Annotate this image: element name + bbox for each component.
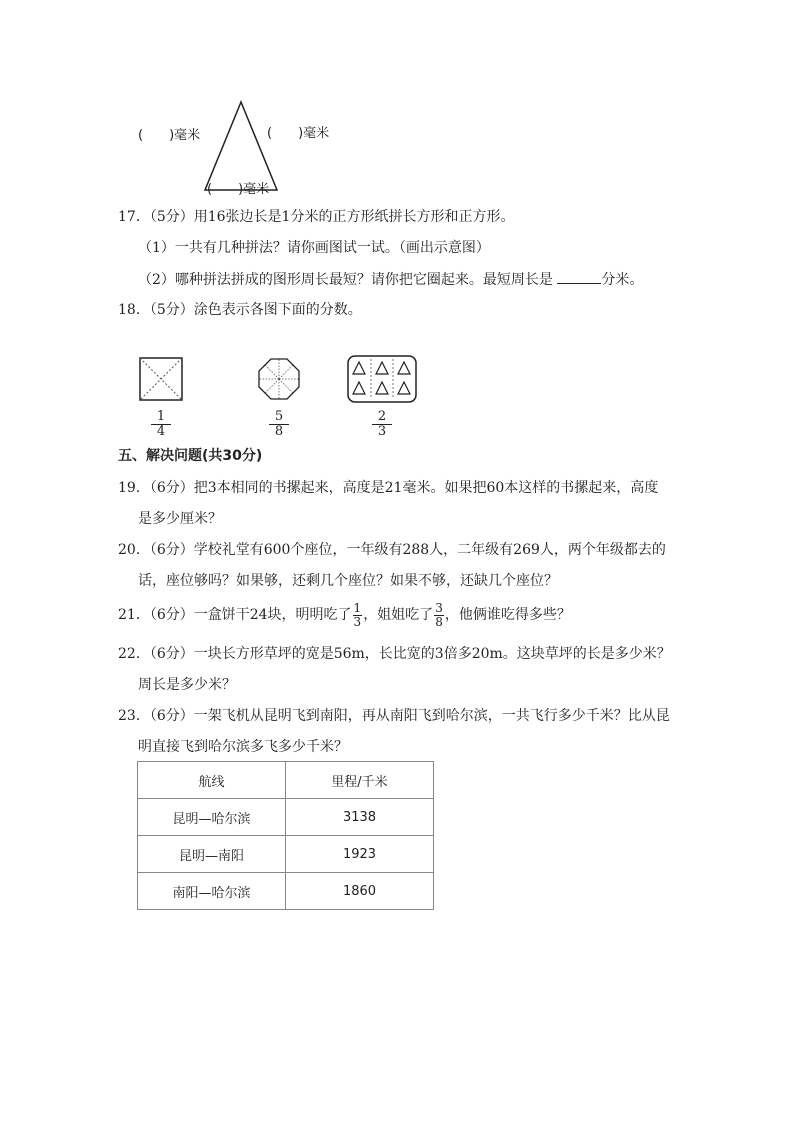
fraction-numerator: 3: [435, 600, 443, 615]
q22-line2: 周长是多少米？: [138, 677, 236, 693]
inline-fraction: [353, 602, 363, 629]
q19-line2: 是多少厘米？: [138, 511, 222, 527]
q23-line2: 明直接飞到哈尔滨多飞多少千米？: [138, 739, 348, 755]
q17-stem: 17．（5分）用16张边长是1分米的正方形纸拼长方形和正方形。: [118, 209, 515, 225]
table-row: [138, 873, 434, 910]
section-title: 五、解决问题(共30分): [118, 448, 263, 464]
table-row: [138, 836, 434, 873]
q22-line1: 22．（6分）一块长方形草坪的宽是56m，长比宽的3倍多20m。这块草坪的长是多少米？: [118, 646, 671, 662]
table-header-cell: 航线: [138, 762, 286, 799]
inline-fraction: [434, 602, 444, 629]
q21-line: [118, 600, 571, 630]
fraction-label: [372, 410, 392, 439]
q21-text-before: 21．（6分）一盒饼干24块，明明吃了: [118, 607, 352, 623]
fraction-numerator: 2: [372, 410, 392, 425]
octagon-figure: [256, 356, 302, 402]
q20-line1: 20．（6分）学校礼堂有600个座位，一年级有288人，二年级有269人，两个年级都去的: [118, 542, 666, 558]
table-header-cell: 里程/千米: [286, 762, 434, 799]
q17-part2-unit: 分米。: [601, 272, 644, 288]
table-row: [138, 799, 434, 836]
table-cell: 昆明—哈尔滨: [138, 799, 286, 836]
answer-blank[interactable]: [557, 269, 601, 284]
fraction-denominator: 3: [377, 424, 387, 439]
q23-line1: 23．（6分）一架飞机从昆明飞到南阳，再从南阳飞到哈尔滨，一共飞行多少千米？比从昆: [118, 708, 670, 724]
fraction-numerator: 5: [269, 410, 289, 425]
triangle-bottom-label: ( )毫米: [207, 182, 270, 197]
route-table: [137, 761, 434, 910]
table-cell: 南阳—哈尔滨: [138, 873, 286, 910]
q21-text-middle: ，姐姐吃了: [363, 607, 434, 623]
table-cell: 1860: [286, 873, 434, 910]
q20-line2: 话，座位够吗？如果够，还剩几个座位？如果不够，还缺几个座位？: [138, 573, 558, 589]
fraction-denominator: 8: [435, 614, 443, 629]
q18-figures: [120, 350, 430, 442]
fraction-numerator: 1: [353, 600, 362, 615]
table-cell: 昆明—南阳: [138, 836, 286, 873]
fraction-label: [151, 410, 171, 439]
q18-stem: 18．（5分）涂色表示各图下面的分数。: [118, 302, 362, 318]
fraction-denominator: 3: [353, 614, 362, 629]
triangle-left-label: ( )毫米: [138, 128, 201, 143]
triangles-figure: [346, 354, 418, 404]
triangle-right-label: ( )毫米: [267, 126, 330, 141]
fraction-denominator: 4: [156, 424, 166, 439]
table-cell: 1923: [286, 836, 434, 873]
triangle-figure: [135, 98, 343, 198]
fraction-denominator: 8: [274, 424, 284, 439]
table-cell: 3138: [286, 799, 434, 836]
q17-part2-text: （2）哪种拼法拼成的图形周长最短？请你把它圈起来。最短周长是: [138, 272, 553, 288]
q19-line1: 19．（6分）把3本相同的书摞起来，高度是21毫米。如果把60本这样的书摞起来，高度: [118, 480, 659, 496]
fraction-numerator: 1: [151, 410, 171, 425]
square-figure: [138, 356, 184, 402]
fraction-label: [269, 410, 289, 439]
table-header-row: [138, 762, 434, 799]
q17-part2: [138, 269, 643, 290]
q17-part1: （1）一共有几种拼法？请你画图试一试。（画出示意图）: [138, 240, 490, 256]
q21-text-after: ，他俩谁吃得多些？: [444, 607, 571, 623]
